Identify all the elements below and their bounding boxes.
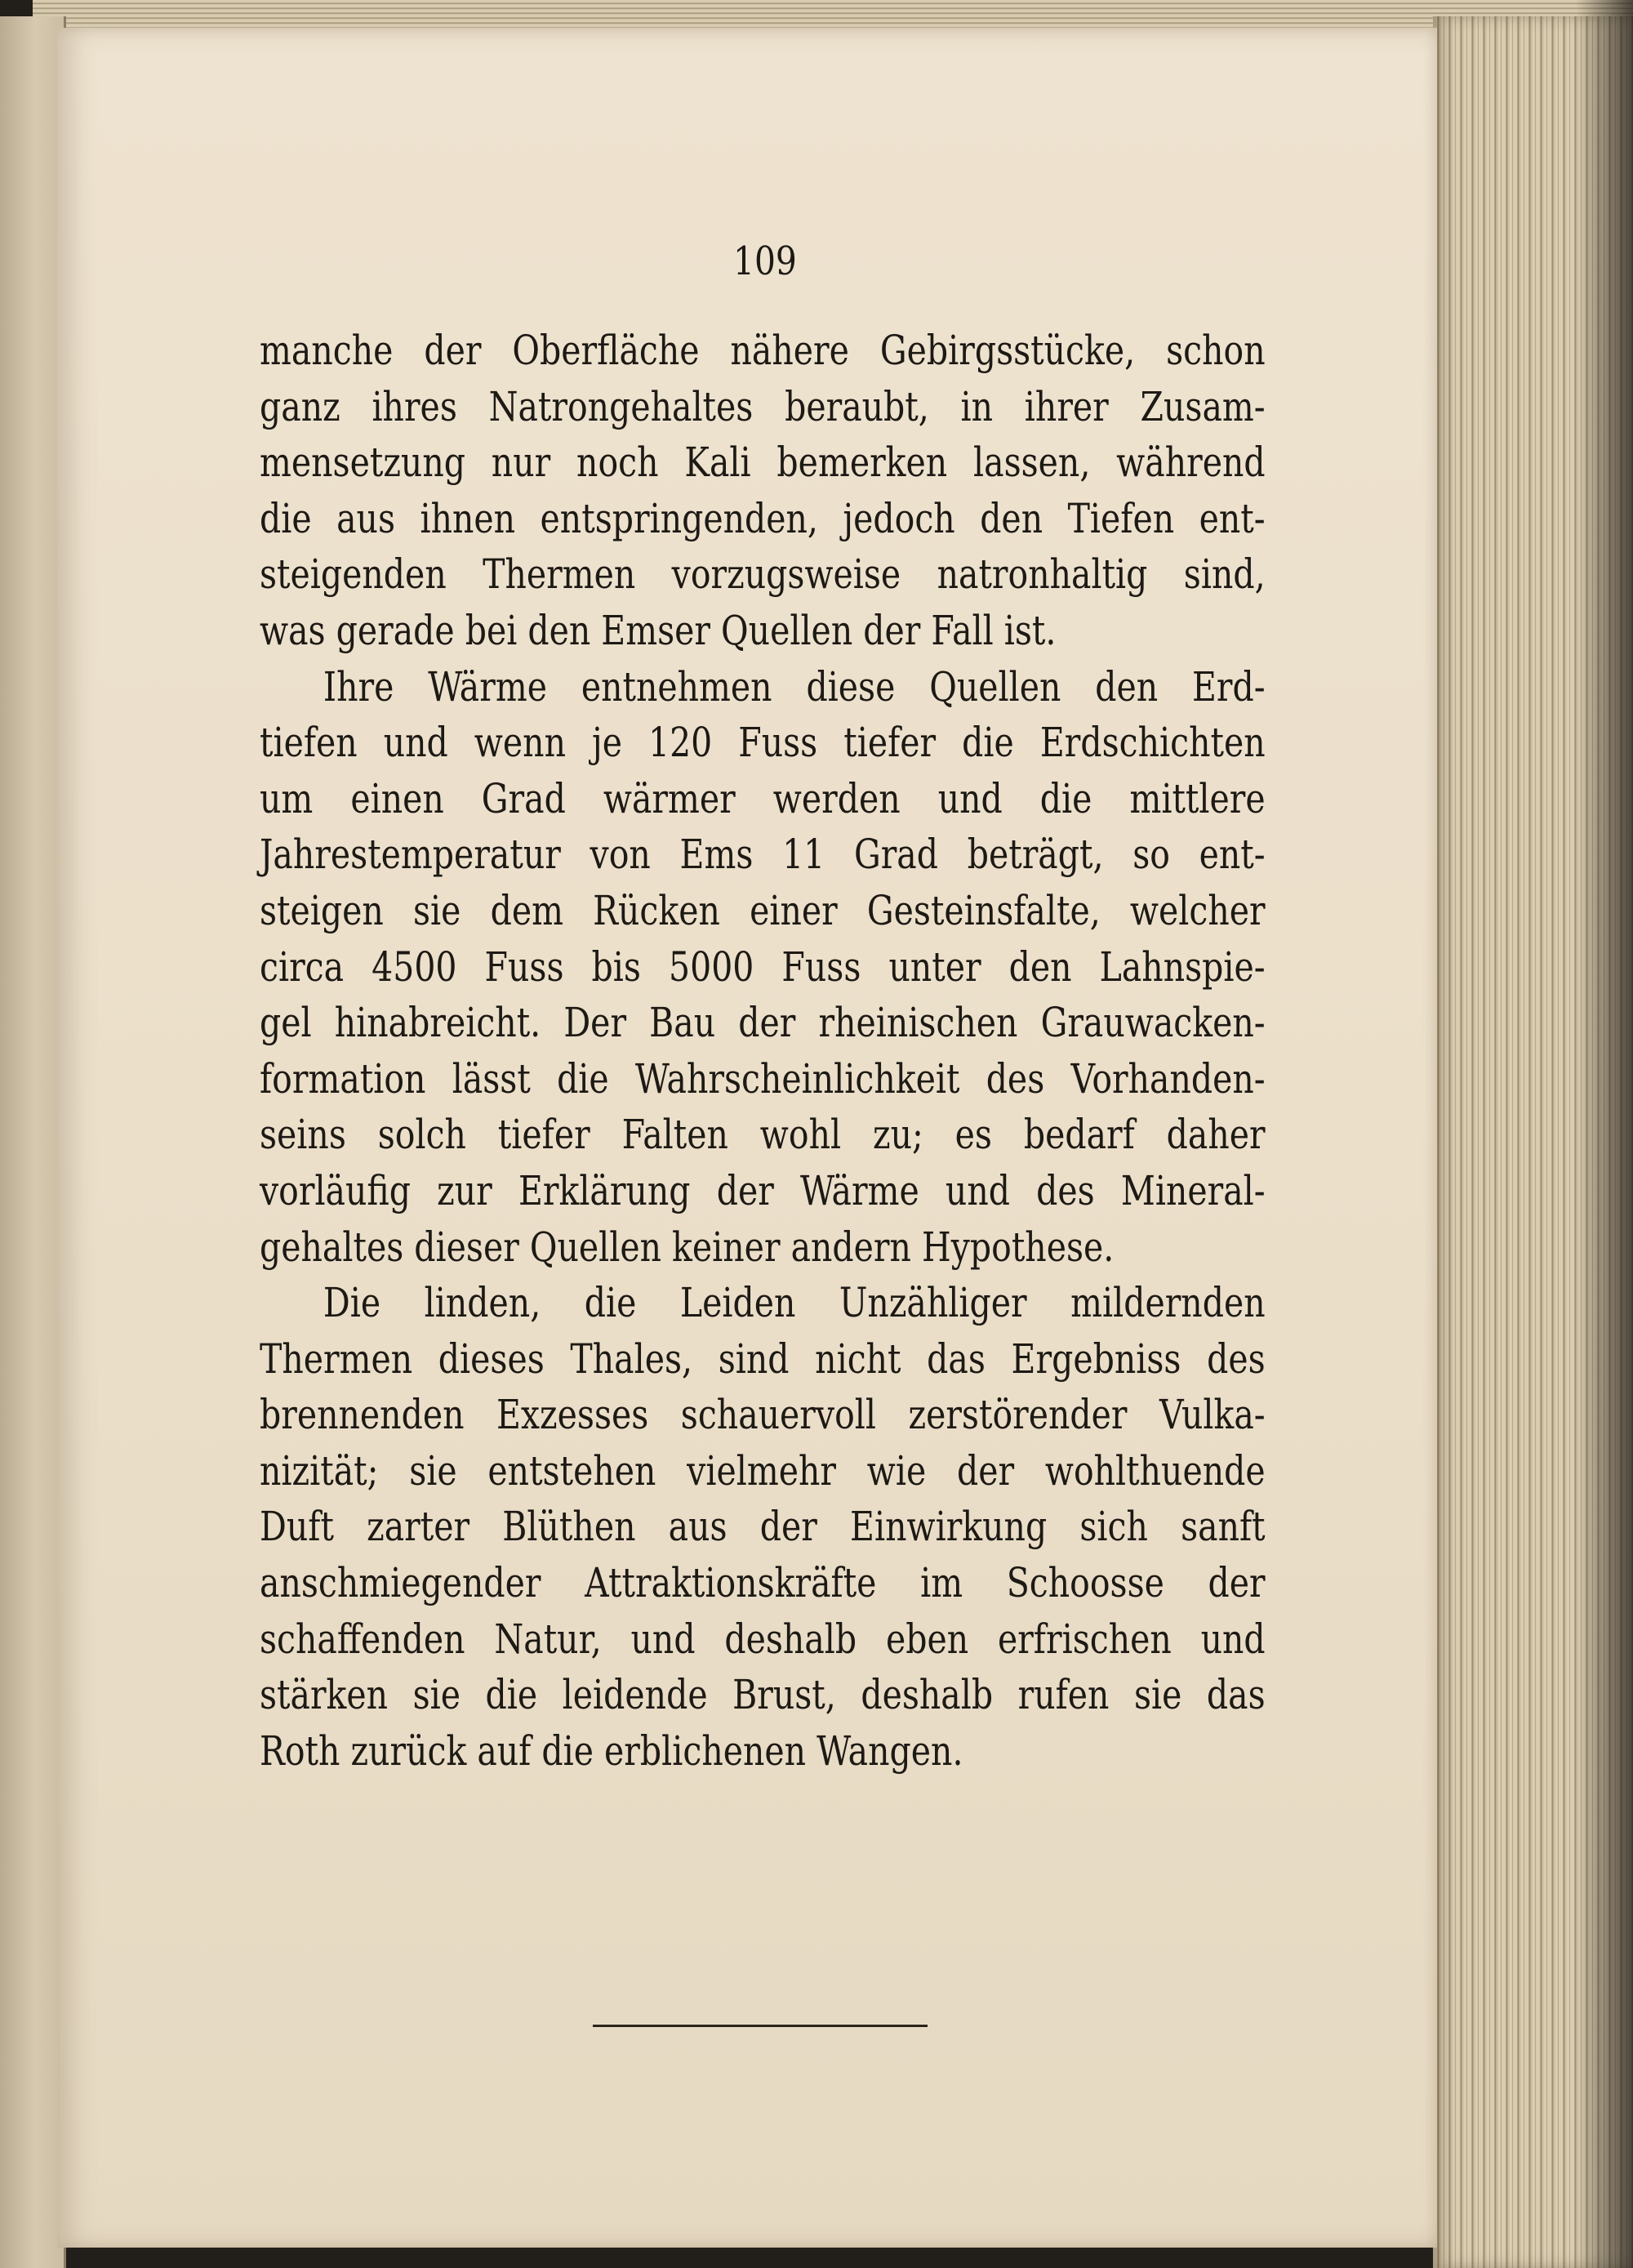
text-line: steigen sie dem Rücken einer Gesteinsfalte, welcher (260, 886, 1266, 934)
text-line: Thermen dieses Thales, sind nicht das Ergebniss des (260, 1335, 1266, 1383)
text-line: was gerade bei den Emser Quellen der Fall ist. (260, 606, 1057, 654)
text-line: manche der Oberfläche nähere Gebirgsstücke, schon (260, 327, 1266, 374)
text-line: formation lässt die Wahrscheinlichkeit des Vorhanden- (260, 1054, 1266, 1103)
text-line: anschmiegender Attraktionskräfte im Schoosse der (260, 1559, 1266, 1607)
edge-shadow (1576, 0, 1633, 2268)
text-line: Duft zarter Blüthen aus der Einwirkung sich sanft (260, 1503, 1266, 1551)
text-line: Ihre Wärme entnehmen diese Quellen den Erd- (323, 662, 1266, 711)
page-body-text (260, 323, 1266, 1779)
text-line: Jahrestemperatur von Ems 11 Grad beträgt, so ent- (260, 831, 1266, 879)
text-line: schaffenden Natur, und deshalb eben erfrischen und (260, 1615, 1266, 1663)
text-line: mensetzung nur noch Kali bemerken lassen, während (260, 439, 1266, 487)
text-line: seins solch tiefer Falten wohl zu; es bedarf daher (260, 1111, 1266, 1159)
text-line: brennenden Exzesses schauervoll zerstörender Vulka- (260, 1391, 1266, 1439)
text-line: gehaltes dieser Quellen keiner andern Hypothese. (260, 1223, 1115, 1271)
text-line: ganz ihres Natrongehaltes beraubt, in ihrer Zusam- (260, 382, 1266, 430)
text-line: gel hinabreicht. Der Bau der rheinischen Grauwacken- (260, 999, 1266, 1047)
section-end-rule (593, 2025, 928, 2027)
text-line: circa 4500 Fuss bis 5000 Fuss unter den Lahnspie- (260, 942, 1266, 991)
text-line: tiefen und wenn je 120 Fuss tiefer die Erdschichten (260, 719, 1266, 767)
text-line: nizität; sie entstehen vielmehr wie der wohlthuende (260, 1446, 1266, 1495)
text-line: Roth zurück auf die erblichenen Wangen. (260, 1727, 963, 1775)
text-line: vorläufig zur Erklärung der Wärme und des Mineral- (260, 1166, 1266, 1214)
page-number: 109 (733, 238, 797, 284)
text-line: steigenden Thermen vorzugsweise natronhaltig sind, (260, 550, 1266, 599)
text-line: die aus ihnen entspringenden, jedoch den Tiefen ent- (260, 494, 1266, 542)
text-line: um einen Grad wärmer werden und die mittlere (260, 774, 1266, 822)
text-line: Die linden, die Leiden Unzähliger mildernden (323, 1279, 1266, 1327)
text-line: stärken sie die leidende Brust, deshalb rufen sie das (260, 1671, 1266, 1719)
facing-page-edge (0, 16, 66, 2268)
